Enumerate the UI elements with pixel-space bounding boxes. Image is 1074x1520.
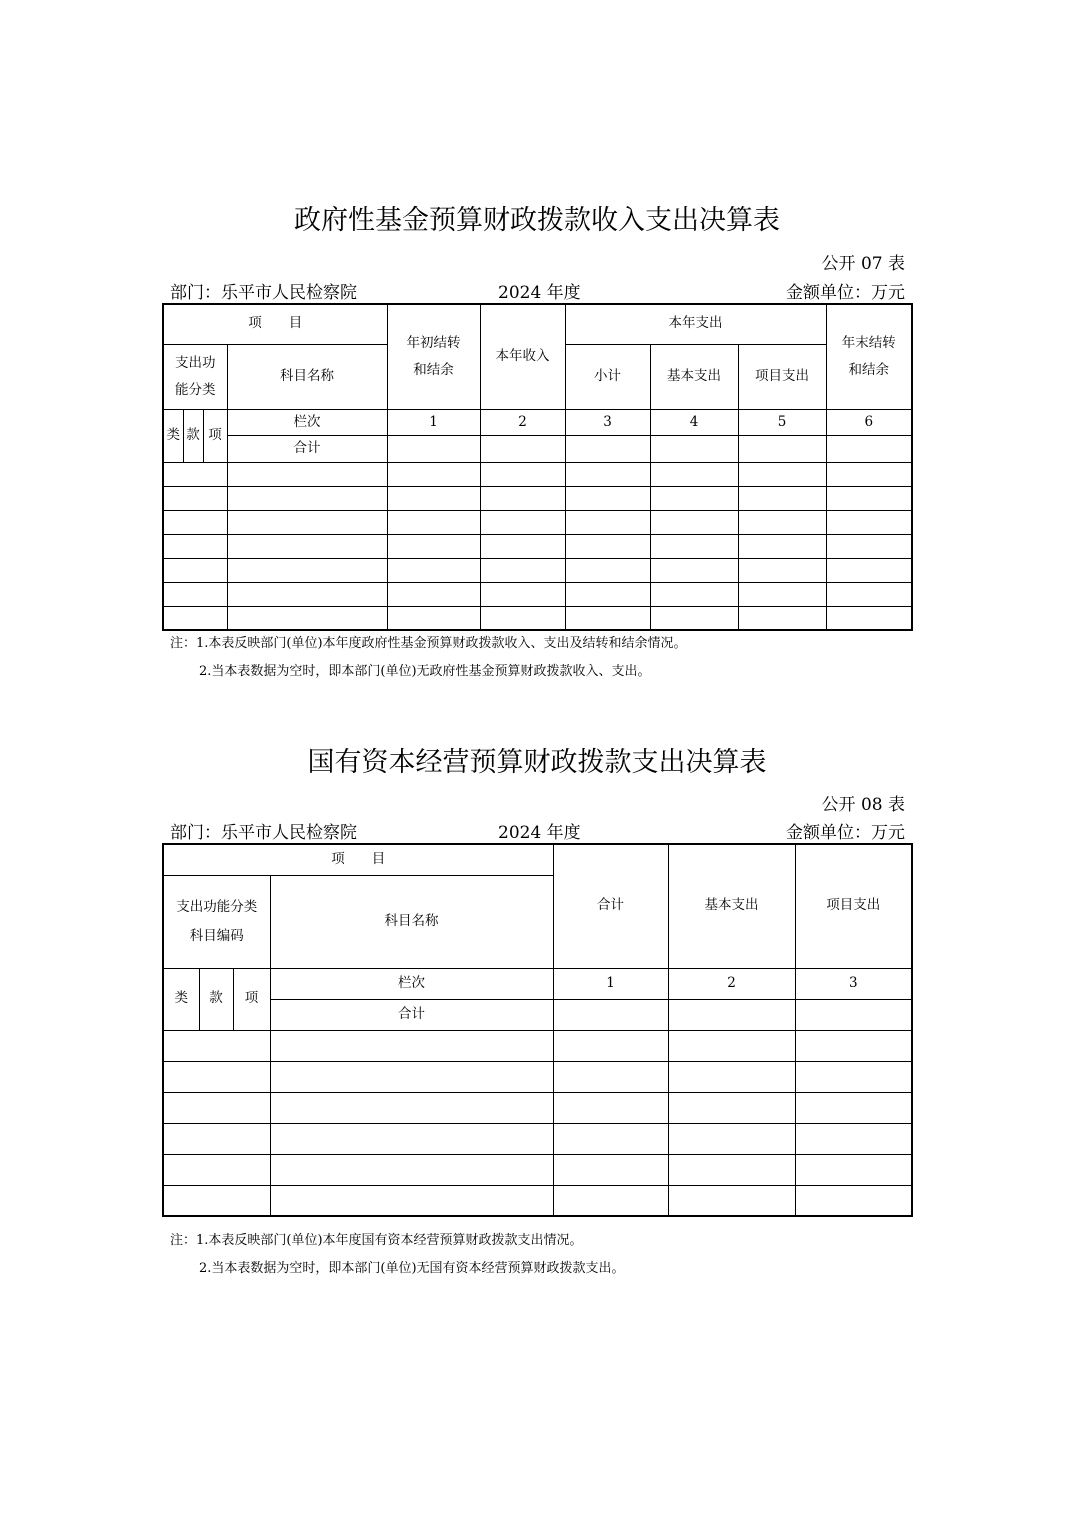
table2-total-cell — [795, 999, 912, 1030]
table2-row — [163, 1030, 912, 1061]
table2-row — [163, 1185, 912, 1216]
table2-header-basic: 基本支出 — [668, 844, 795, 968]
table1-header-subject-name: 科目名称 — [227, 344, 387, 409]
table1-lanci: 栏次 — [227, 409, 387, 436]
table1-header-subtotal: 小计 — [565, 344, 650, 409]
table2-header-kuan: 款 — [199, 968, 233, 1030]
table1-total-cell — [480, 436, 565, 463]
table2-header-total: 合计 — [553, 844, 668, 968]
table1-col-number: 6 — [826, 409, 912, 436]
table1-header-income: 本年收入 — [480, 304, 565, 409]
table2 — [162, 843, 913, 1217]
table1-form-number: 公开 07 表 — [821, 254, 905, 274]
table2-department: 部门：乐平市人民检察院 — [170, 823, 357, 843]
table1-row — [163, 582, 912, 606]
table2-year: 2024 年度 — [498, 823, 581, 843]
table1-total-cell — [387, 436, 480, 463]
table1-row — [163, 462, 912, 486]
table1-unit: 金额单位：万元 — [786, 283, 905, 303]
table2-unit: 金额单位：万元 — [786, 823, 905, 843]
table1-row — [163, 486, 912, 510]
table2-total-cell — [668, 999, 795, 1030]
table1-row — [163, 558, 912, 582]
table2-col-number: 1 — [553, 968, 668, 999]
table1-header-lei: 类 — [163, 409, 183, 462]
table1-title: 政府性基金预算财政拨款收入支出决算表 — [294, 205, 780, 236]
table1-year: 2024 年度 — [498, 283, 581, 303]
table1-total-cell — [565, 436, 650, 463]
table2-header-xiang: 项 — [233, 968, 270, 1030]
table2-header-item: 项 目 — [163, 844, 553, 875]
table1-header-project: 项目支出 — [738, 344, 826, 409]
table1-header-basic: 基本支出 — [650, 344, 738, 409]
table1 — [162, 303, 913, 631]
table2-note-2: 2.当本表数据为空时，即本部门(单位)无国有资本经营预算财政拨款支出。 — [199, 1261, 625, 1276]
table2-total-label: 合计 — [270, 999, 553, 1030]
table2-lanci: 栏次 — [270, 968, 553, 999]
table1-header-expenditure: 本年支出 — [565, 304, 826, 344]
table1-total-label: 合计 — [227, 436, 387, 463]
table1-total-cell — [650, 436, 738, 463]
table1-col-number: 5 — [738, 409, 826, 436]
table2-col-number: 3 — [795, 968, 912, 999]
table1-row — [163, 606, 912, 630]
table1-header-func-class: 支出功能分类 — [163, 344, 227, 409]
table1-total-cell — [738, 436, 826, 463]
table2-row — [163, 1092, 912, 1123]
table1-col-number: 2 — [480, 409, 565, 436]
table1-header-end-balance: 年末结转和结余 — [826, 304, 912, 409]
table2-row — [163, 1061, 912, 1092]
table1-header-kuan: 款 — [183, 409, 203, 462]
table1-col-number: 1 — [387, 409, 480, 436]
table1-total-cell — [826, 436, 912, 463]
table1-header-begin-balance: 年初结转和结余 — [387, 304, 480, 409]
table1-header-xiang: 项 — [203, 409, 227, 462]
table2-header-lei: 类 — [163, 968, 199, 1030]
table1-row — [163, 510, 912, 534]
table1-department: 部门：乐平市人民检察院 — [170, 283, 357, 303]
table2-col-number: 2 — [668, 968, 795, 999]
table2-header-subject-name: 科目名称 — [270, 875, 553, 968]
table2-form-number: 公开 08 表 — [821, 795, 905, 815]
table1-note-2: 2.当本表数据为空时，即本部门(单位)无政府性基金预算财政拨款收入、支出。 — [199, 664, 651, 679]
table1-note-1: 注：1.本表反映部门(单位)本年度政府性基金预算财政拨款收入、支出及结转和结余情况。 — [170, 636, 687, 651]
table1-header-item: 项 目 — [163, 304, 387, 344]
table2-row — [163, 1154, 912, 1185]
table1-row — [163, 534, 912, 558]
table2-note-1: 注：1.本表反映部门(单位)本年度国有资本经营预算财政拨款支出情况。 — [170, 1233, 583, 1248]
table1-col-number: 4 — [650, 409, 738, 436]
table1-col-number: 3 — [565, 409, 650, 436]
table2-total-cell — [553, 999, 668, 1030]
table2-header-project: 项目支出 — [795, 844, 912, 968]
table2-row — [163, 1123, 912, 1154]
table2-header-func-class: 支出功能分类科目编码 — [163, 875, 270, 968]
table2-title: 国有资本经营预算财政拨款支出决算表 — [307, 747, 767, 778]
